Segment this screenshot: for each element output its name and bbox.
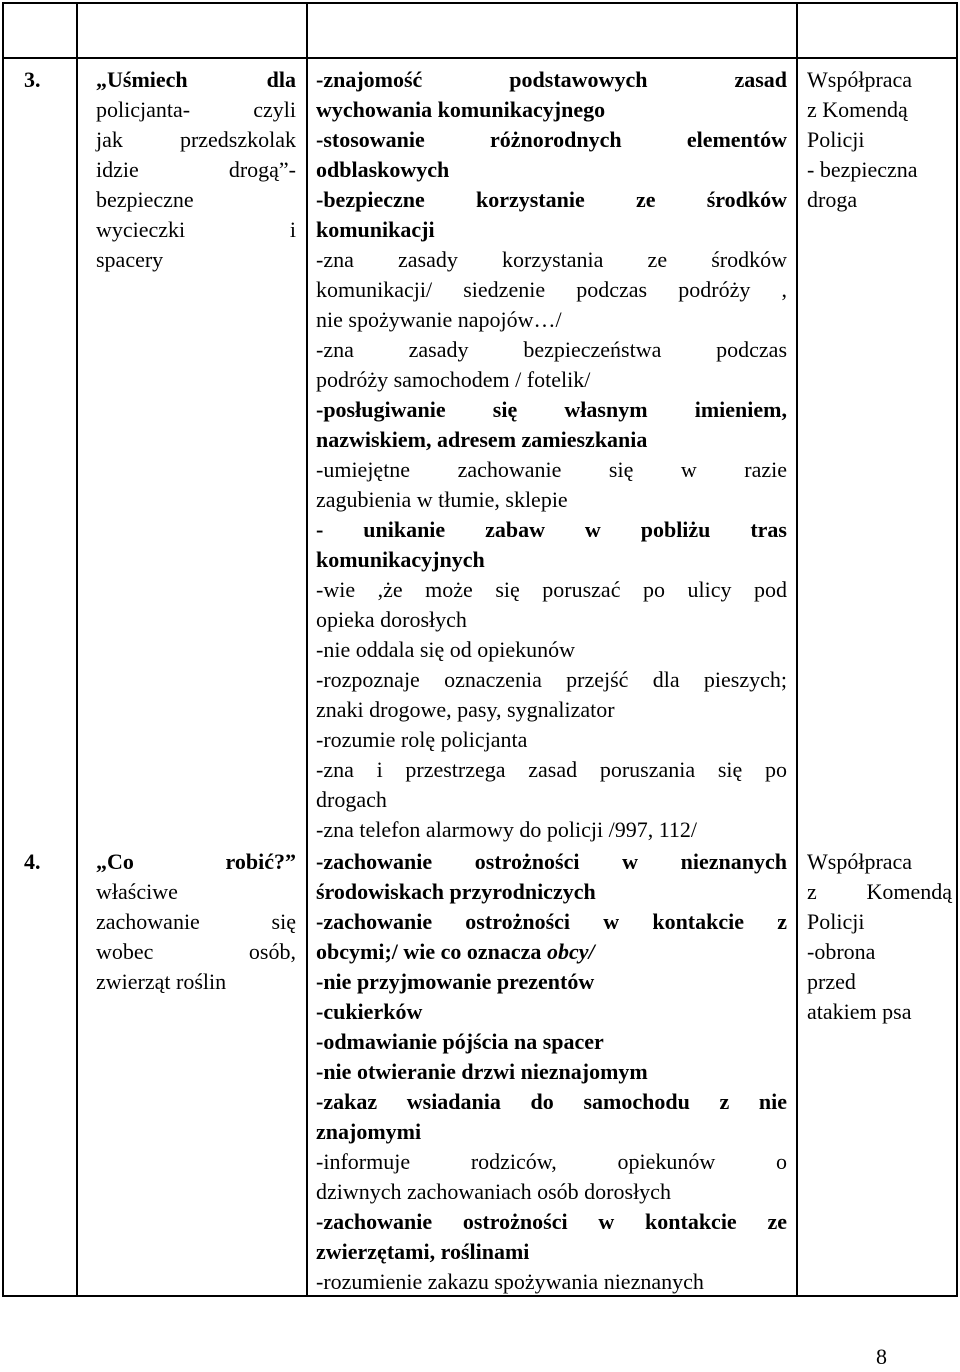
partner-line: Policji <box>807 127 865 152</box>
page-number: 8 <box>876 1344 887 1369</box>
content-line: -odmawianie pójścia na spacer <box>316 1029 604 1054</box>
content-line: drogach <box>316 787 387 812</box>
title-line: idzie drogą”- <box>96 157 296 182</box>
partner-line: atakiem psa <box>807 999 912 1024</box>
content-line: środowiskach przyrodniczych <box>316 879 596 904</box>
content-line: zagubienia w tłumie, sklepie <box>316 487 568 512</box>
content-line: podróży samochodem / fotelik/ <box>316 367 591 392</box>
partner-line: przed <box>807 969 856 994</box>
content-line: komunikacji <box>316 217 435 242</box>
row-partner <box>807 65 952 215</box>
row-number: 3. <box>24 67 41 92</box>
content-line <box>316 937 787 967</box>
content-line: - unikanie zabaw w pobliżu tras <box>316 517 787 542</box>
row-title <box>96 847 296 997</box>
content-line: znaki drogowe, pasy, sygnalizator <box>316 697 615 722</box>
content-line: -nie oddala się od opiekunów <box>316 637 576 662</box>
content-line: -zna telefon alarmowy do policji /997, 112/ <box>316 817 698 842</box>
content-line: odblaskowych <box>316 157 450 182</box>
content-line: dziwnych zachowaniach osób dorosłych <box>316 1179 671 1204</box>
content-line: -nie otwieranie drzwi nieznajomym <box>316 1059 648 1084</box>
content-line: komunikacji/ siedzenie podczas podróży , <box>316 277 787 302</box>
content-line: -wie ,że może się poruszać po ulicy pod <box>316 577 787 602</box>
row-partner <box>807 847 952 1027</box>
column-separator-1 <box>76 2 78 1297</box>
content-line: -rozpoznaje oznaczenia przejść dla pieszych; <box>316 667 787 692</box>
column-separator-2 <box>306 2 308 1297</box>
table-top-border <box>2 2 958 4</box>
content-line: -nie przyjmowanie prezentów <box>316 969 595 994</box>
title-line: wycieczki i <box>96 217 296 242</box>
title-line: policjanta- czyli <box>96 97 296 122</box>
content-line: -rozumienie zakazu spożywania nieznanych <box>316 1269 704 1294</box>
content-line: komunikacyjnych <box>316 547 485 572</box>
title-line: zachowanie się <box>96 909 296 934</box>
content-line: wychowania komunikacyjnego <box>316 97 606 122</box>
table-left-border <box>2 2 4 1297</box>
content-line: -zachowanie ostrożności w kontakcie z <box>316 909 787 934</box>
partner-line: Współpraca <box>807 67 913 92</box>
row-title <box>96 65 296 275</box>
title-line: „Co robić?” <box>96 849 296 874</box>
content-line: -zachowanie ostrożności w nieznanych <box>316 849 787 874</box>
content-line: -zna i przestrzega zasad poruszania się po <box>316 757 787 782</box>
content-line: zwierzętami, roślinami <box>316 1239 530 1264</box>
partner-line: z Komendą <box>807 97 908 122</box>
content-line: -znajomość podstawowych zasad <box>316 67 787 92</box>
content-line: -cukierków <box>316 999 423 1024</box>
content-line: opieka dorosłych <box>316 607 467 632</box>
title-line: bezpieczne <box>96 187 194 212</box>
content-line: nie spożywanie napojów…/ <box>316 307 562 332</box>
title-line: wobec osób, <box>96 939 296 964</box>
content-line: -rozumie rolę policjanta <box>316 727 528 752</box>
content-line: nazwiskiem, adresem zamieszkania <box>316 427 648 452</box>
content-line: -zna zasady bezpieczeństwa podczas <box>316 337 787 362</box>
title-line: „Uśmiech dla <box>96 67 296 92</box>
content-line: -umiejętne zachowanie się w razie <box>316 457 787 482</box>
partner-line: -obrona <box>807 939 876 964</box>
partner-line: droga <box>807 187 858 212</box>
partner-line: Współpraca <box>807 849 913 874</box>
row-number: 4. <box>24 849 41 874</box>
table-row-separator <box>2 57 958 59</box>
content-line: -zachowanie ostrożności w kontakcie ze <box>316 1209 787 1234</box>
row-content <box>316 65 787 845</box>
content-line: -posługiwanie się własnym imieniem, <box>316 397 787 422</box>
row-content <box>316 847 787 1297</box>
table-right-border <box>956 2 958 1297</box>
title-line: spacery <box>96 247 164 272</box>
partner-line: Policji <box>807 909 865 934</box>
column-separator-3 <box>796 2 798 1297</box>
content-line: -stosowanie różnorodnych elementów <box>316 127 787 152</box>
partner-line: - bezpieczna <box>807 157 918 182</box>
content-line: znajomymi <box>316 1119 422 1144</box>
title-line: właściwe <box>96 879 178 904</box>
content-line-part: obcymi;/ wie co oznacza <box>316 939 547 964</box>
content-line: -informuje rodziców, opiekunów o <box>316 1149 787 1174</box>
partner-line: z Komendą <box>807 879 952 904</box>
content-line-italic-part: obcy/ <box>546 939 595 964</box>
content-line: -zakaz wsiadania do samochodu z nie <box>316 1089 787 1114</box>
title-line: jak przedszkolak <box>96 127 296 152</box>
content-line: -bezpieczne korzystanie ze środków <box>316 187 787 212</box>
title-line: zwierząt roślin <box>96 969 227 994</box>
content-line: -zna zasady korzystania ze środków <box>316 247 787 272</box>
